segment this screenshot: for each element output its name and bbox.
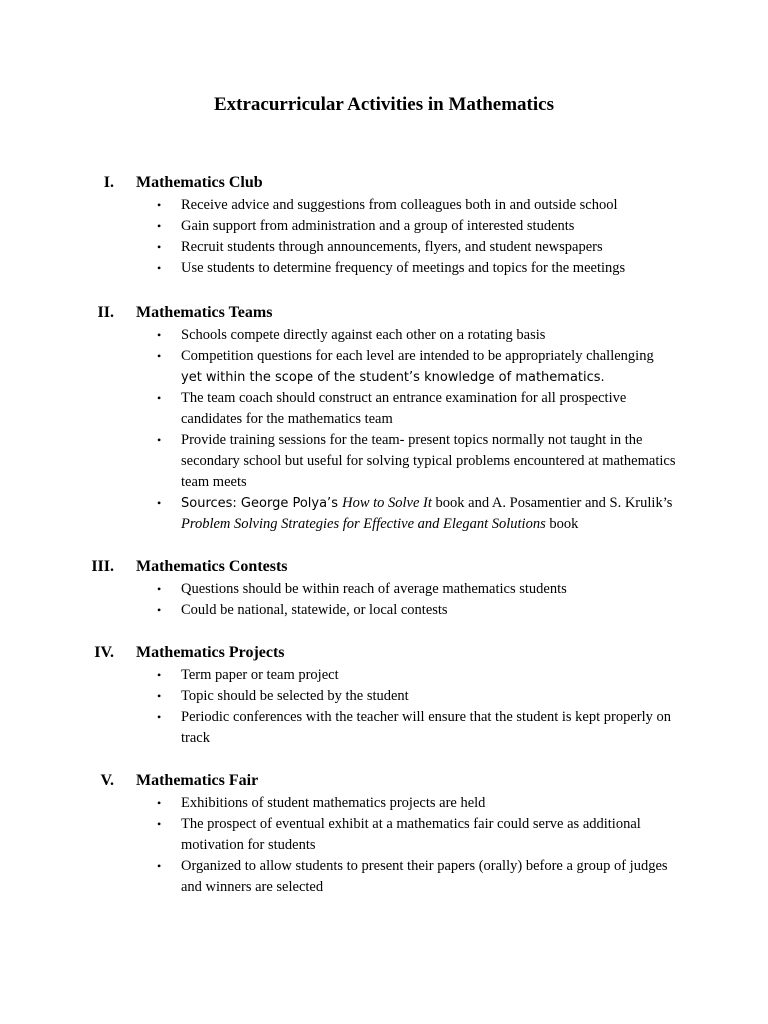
list-item: • Questions should be within reach of average mathematics students xyxy=(0,579,681,600)
section-mathematics-projects xyxy=(0,642,768,749)
section-mathematics-contests xyxy=(0,556,768,621)
list-item: • Competition questions for each level are intended to be appropriately challenging yet within the scope of the student’s knowledge of mathematics. xyxy=(157,348,654,385)
section-numeral: I. xyxy=(103,174,114,191)
section-numeral: V. xyxy=(100,772,114,789)
list-item: • Term paper or team project xyxy=(0,665,681,686)
document-title: Extracurricular Activities in Mathematics xyxy=(214,94,554,115)
bullet-icon: • xyxy=(157,433,162,447)
list-item: • Organized to allow students to present their papers (orally) before a group of judges and winners are selected xyxy=(157,858,668,895)
section-numeral: III. xyxy=(91,558,114,575)
bullet-list xyxy=(0,195,768,279)
bullet-icon: • xyxy=(157,817,162,831)
section-header xyxy=(0,556,768,578)
list-item: • Use students to determine frequency of meetings and topics for the meetings xyxy=(0,258,681,279)
section-heading: Mathematics Teams xyxy=(136,304,273,321)
section-header xyxy=(0,770,768,792)
section-header xyxy=(0,302,768,324)
list-item: • Schools compete directly against each other on a rotating basis xyxy=(0,325,681,346)
list-item: • The team coach should construct an entrance examination for all prospective candidates for the mathematics team xyxy=(157,390,627,427)
bullet-icon: • xyxy=(157,349,162,363)
bullet-icon: • xyxy=(157,496,162,510)
section-heading: Mathematics Projects xyxy=(136,644,285,661)
section-mathematics-fair xyxy=(0,770,768,898)
bullet-icon: • xyxy=(157,240,162,254)
list-item: • Receive advice and suggestions from colleagues both in and outside school xyxy=(0,195,681,216)
section-heading: Mathematics Club xyxy=(136,174,263,191)
list-item: • Provide training sessions for the team- present topics normally not taught in the secondary school but useful for solving typical problems encountered at mathematics team meets xyxy=(157,432,676,490)
section-mathematics-teams xyxy=(0,302,768,535)
bullet-icon: • xyxy=(157,710,162,724)
bullet-list xyxy=(0,325,768,535)
bullet-icon: • xyxy=(157,859,162,873)
list-item: • Gain support from administration and a group of interested students xyxy=(0,216,681,237)
bullet-icon: • xyxy=(157,391,162,405)
bullet-icon: • xyxy=(157,582,162,596)
bullet-icon: • xyxy=(157,198,162,212)
bullet-icon: • xyxy=(157,689,162,703)
section-numeral: IV. xyxy=(94,644,114,661)
section-mathematics-club xyxy=(0,172,768,279)
list-item: • Topic should be selected by the student xyxy=(0,686,681,707)
bullet-list xyxy=(0,579,768,621)
section-header xyxy=(0,642,768,664)
bullet-icon: • xyxy=(157,668,162,682)
section-heading: Mathematics Fair xyxy=(136,772,259,789)
bullet-icon: • xyxy=(157,261,162,275)
list-item: • Periodic conferences with the teacher will ensure that the student is kept properly on track xyxy=(157,709,672,746)
bullet-icon: • xyxy=(157,603,162,617)
bullet-icon: • xyxy=(157,219,162,233)
list-item: • The prospect of eventual exhibit at a mathematics fair could serve as additional motivation for students xyxy=(157,816,641,853)
section-heading: Mathematics Contests xyxy=(136,558,288,575)
bullet-list xyxy=(0,793,768,898)
section-numeral: II. xyxy=(97,304,114,321)
bullet-icon: • xyxy=(157,328,162,342)
list-item: • Exhibitions of student mathematics projects are held xyxy=(0,793,681,814)
list-item: • Sources: George Polya’s How to Solve It book and A. Posamentier and S. Krulik’s Problem Solving Strategies for Effective and Elegant Solutions book xyxy=(157,495,673,532)
section-header xyxy=(0,172,768,194)
list-item: • Could be national, statewide, or local contests xyxy=(0,600,681,621)
bullet-list xyxy=(0,665,768,749)
bullet-icon: • xyxy=(157,796,162,810)
list-item: • Recruit students through announcements, flyers, and student newspapers xyxy=(0,237,681,258)
